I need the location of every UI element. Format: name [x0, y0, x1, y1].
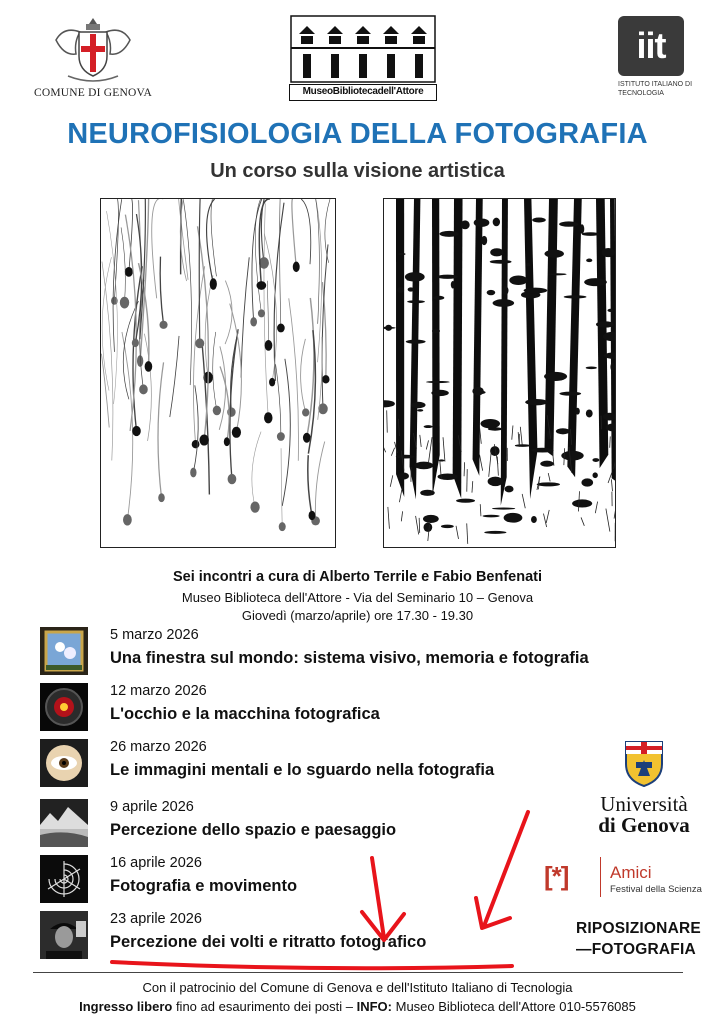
museo-biblioteca-caption: MuseoBibliotecadell'Attore	[289, 84, 437, 101]
riposizionare-line1: RIPOSIZIONARE	[576, 920, 701, 937]
riposizionare-line2: —FOTOGRAFIA	[576, 941, 696, 958]
amici-divider	[600, 857, 601, 897]
neurons-photo	[100, 198, 336, 548]
iit-caption: ISTITUTO ITALIANO DI TECNOLOGIA	[618, 81, 693, 97]
unige-shield-icon	[624, 740, 664, 788]
amici-mark: [*]	[544, 861, 569, 891]
page-subtitle: Un corso sulla visione artistica	[210, 160, 505, 182]
entry-info-line	[0, 999, 715, 1014]
event-date: 16 aprile 2026	[110, 855, 202, 871]
patronage-line: Con il patrocinio del Comune di Genova e dell'Istituto Italiano di Tecnologia	[142, 980, 573, 995]
event-date: 5 marzo 2026	[110, 627, 199, 643]
forest-drawing	[384, 199, 616, 548]
event-item	[40, 680, 700, 736]
unige-line1: Università	[600, 792, 688, 816]
venue-line: Museo Biblioteca dell'Attore - Via del Seminario 10 – Genova	[181, 590, 534, 605]
spiral-shell-thumbnail	[40, 855, 88, 903]
event-title: Le immagini mentali e lo sguardo nella fotografia	[110, 761, 495, 779]
info-contact: Museo Biblioteca dell'Attore 010-5576085	[392, 999, 636, 1014]
amici-subtitle: Festival della Scienza	[610, 884, 702, 895]
entry-detail: fino ad esaurimento dei posti –	[172, 999, 357, 1014]
camera-eye-thumbnail	[40, 683, 88, 731]
iit-logo	[618, 16, 698, 106]
schedule-line: Giovedì (marzo/aprile) ore 17.30 - 19.30	[241, 608, 474, 623]
iit-mark: iit	[618, 16, 684, 76]
event-title: Percezione dei volti e ritratto fotografico	[110, 933, 427, 951]
comune-genova-caption: COMUNE DI GENOVA	[34, 87, 152, 99]
event-title: L'occhio e la macchina fotografica	[110, 705, 380, 723]
event-item	[40, 624, 700, 680]
event-date: 23 aprile 2026	[110, 911, 202, 927]
genova-crest-icon	[48, 12, 138, 84]
window-painting-thumbnail	[40, 627, 88, 675]
curators-line: Sei incontri a cura di Alberto Terrile e Fabio Benfenati	[172, 569, 543, 585]
eye-portrait-thumbnail	[40, 739, 88, 787]
info-label: INFO:	[356, 999, 392, 1014]
footer-divider	[33, 972, 683, 973]
event-date: 12 marzo 2026	[110, 683, 207, 699]
event-date: 26 marzo 2026	[110, 739, 207, 755]
portrait-thumbnail	[40, 911, 88, 959]
comune-genova-logo	[28, 12, 158, 104]
event-title: Percezione dello spazio e paesaggio	[110, 821, 397, 839]
museo-biblioteca-logo	[289, 14, 437, 102]
snowy-forest-photo	[383, 198, 616, 548]
universita-genova-logo	[584, 740, 704, 840]
event-title: Fotografia e movimento	[110, 877, 298, 895]
amici-name: Amici	[610, 863, 652, 882]
page-title: NEUROFISIOLOGIA DELLA FOTOGRAFIA	[67, 118, 648, 150]
unige-line2: di Genova	[598, 813, 690, 837]
landscape-thumbnail	[40, 799, 88, 847]
event-title: Una finestra sul mondo: sistema visivo, memoria e fotografia	[110, 649, 589, 667]
riposizionare-fotografia-logo	[576, 918, 704, 968]
event-date: 9 aprile 2026	[110, 799, 194, 815]
neurons-drawing	[101, 199, 336, 548]
entry-free-label: Ingresso libero	[79, 999, 173, 1014]
museum-building-icon	[289, 14, 437, 84]
amici-festival-logo	[544, 855, 704, 905]
